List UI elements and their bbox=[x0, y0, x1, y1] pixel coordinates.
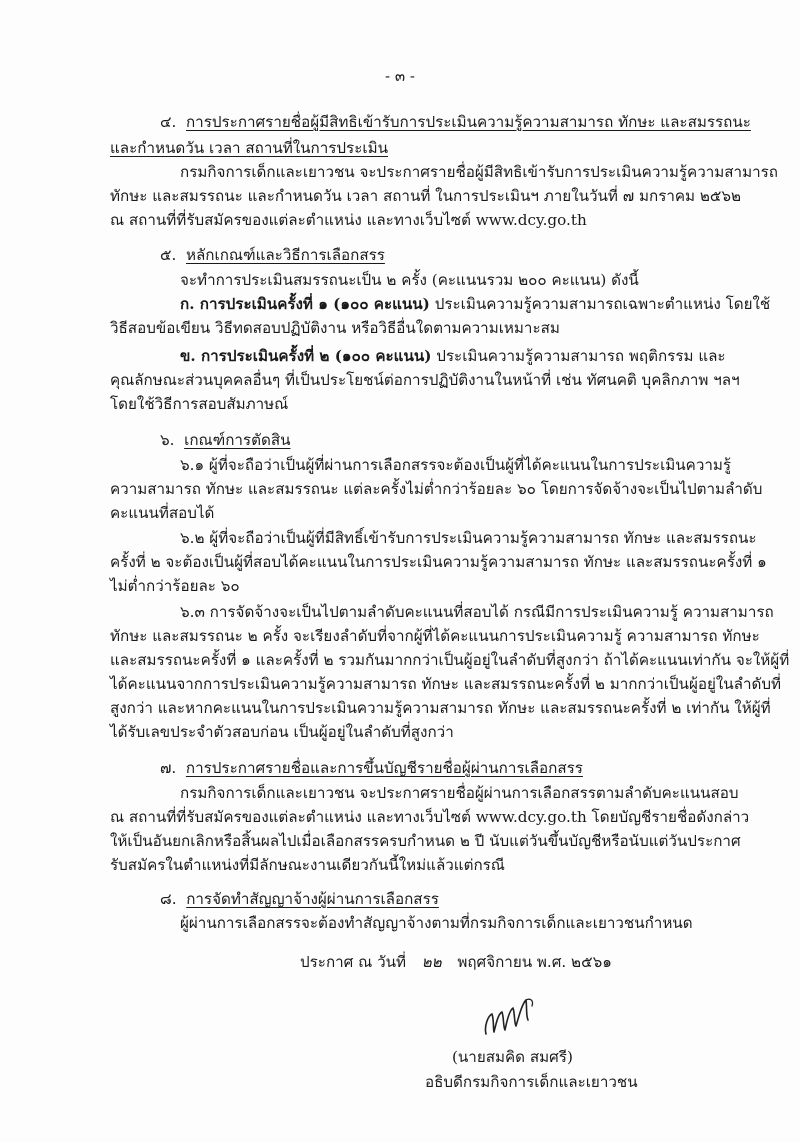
section-5-title: หลักเกณฑ์และวิธีการเลือกสรร bbox=[185, 246, 385, 264]
section-7-body-line-3: ให้เป็นอันยกเลิกหรือสิ้นผลไปเมื่อเลือกสรรครบกำหนด ๒ ปี นับแต่วันขึ้นบัญชีหรือนับแต่วันประกาศ bbox=[110, 832, 741, 850]
section-6-1-line-2: ความสามารถ ทักษะ และสมรรถนะ แต่ละครั้งไม่ต่ำกว่าร้อยละ ๖๐ โดยการจัดจ้างจะเป็นไปตามลำดับ bbox=[110, 480, 763, 498]
section-5-heading bbox=[160, 245, 385, 265]
section-8-body-line-1: ผู้ผ่านการเลือกสรรจะต้องทำสัญญาจ้างตามที่กรมกิจการเด็กและเยาวชนกำหนด bbox=[180, 914, 693, 932]
announcement-month-year: พฤศจิกายน พ.ศ. ๒๕๖๑ bbox=[457, 953, 612, 971]
section-4-body-line-3: ณ สถานที่ที่รับสมัครของแต่ละตำแหน่ง และทางเว็บไซต์ www.dcy.go.th bbox=[110, 211, 587, 229]
announcement-prefix: ประกาศ ณ วันที่ bbox=[300, 953, 406, 971]
section-6-3-line-1: ๖.๓ การจัดจ้างจะเป็นไปตามลำดับคะแนนที่สอบได้ กรณีมีการประเมินความรู้ ความสามารถ bbox=[180, 603, 774, 621]
signer-position: อธิบดีกรมกิจการเด็กและเยาวชน bbox=[425, 1073, 638, 1091]
section-4-title-line-1: การประกาศรายชื่อผู้มีสิทธิเข้ารับการประเมินความรู้ความสามารถ ทักษะ และสมรรถนะ bbox=[185, 113, 751, 131]
section-6-3-line-4: ได้คะแนนจากการประเมินความรู้ความสามารถ ทักษะ และสมรรถนะครั้งที่ ๒ มากกว่าเป็นผู้อยู่ในลำดับที่ bbox=[110, 675, 782, 693]
section-7-heading bbox=[160, 758, 583, 778]
signer-name: (นายสมคิด สมศรี) bbox=[452, 1048, 573, 1066]
announcement-date bbox=[300, 952, 612, 972]
section-6-3-line-3: และสมรรถนะครั้งที่ ๑ และครั้งที่ ๒ รวมกันมากกว่าเป็นผู้อยู่ในลำดับที่สูงกว่า ถ้าได้คะแนนเท่ากัน จะให้ผู้ที่ bbox=[110, 651, 790, 669]
section-6-title: เกณฑ์การตัดสิน bbox=[184, 431, 291, 449]
section-7-body-line-1: กรมกิจการเด็กและเยาวชน จะประกาศรายชื่อผู้ผ่านการเลือกสรรตามลำดับคะแนนสอบ bbox=[180, 784, 739, 802]
section-5-item-a-label: ก. การประเมินครั้งที่ ๑ (๑๐๐ คะแนน) bbox=[180, 295, 430, 313]
section-4-body-line-2: ทักษะ และสมรรถนะ และกำหนดวัน เวลา สถานที่ ในการประเมินฯ ภายในวันที่ ๗ มกราคม ๒๕๖๒ bbox=[110, 187, 742, 205]
section-5-item-b-text: ประเมินความรู้ความสามารถ พฤติกรรม และ bbox=[431, 347, 726, 365]
section-4-title-line-2: และกำหนดวัน เวลา สถานที่ในการประเมิน bbox=[110, 139, 388, 157]
section-6-number: ๖. bbox=[160, 431, 175, 449]
section-5-item-b-label: ข. การประเมินครั้งที่ ๒ (๑๐๐ คะแนน) bbox=[180, 347, 432, 365]
section-6-3-line-6: ได้รับเลขประจำตัวสอบก่อน เป็นผู้อยู่ในลำดับที่สูงกว่า bbox=[110, 723, 454, 741]
section-8-number: ๘. bbox=[160, 890, 177, 908]
section-5-number: ๕. bbox=[160, 246, 177, 264]
section-4-body-line-1: กรมกิจการเด็กและเยาวชน จะประกาศรายชื่อผู้มีสิทธิเข้ารับการประเมินความรู้ความสามารถ bbox=[180, 163, 778, 181]
section-5-item-a bbox=[180, 294, 770, 314]
section-8-heading bbox=[160, 889, 439, 909]
section-6-2-line-1: ๖.๒ ผู้ที่จะถือว่าเป็นผู้ที่มีสิทธิ์เข้ารับการประเมินความรู้ความสามารถ ทักษะ และสมรรถนะ bbox=[180, 529, 757, 547]
section-7-title: การประกาศรายชื่อและการขึ้นบัญชีรายชื่อผู้ผ่านการเลือกสรร bbox=[185, 759, 583, 777]
section-5-item-b-line-2: คุณลักษณะส่วนบุคคลอื่นๆ ที่เป็นประโยชน์ต่อการปฏิบัติงานในหน้าที่ เช่น ทัศนคติ บุคลิกภาพ ฯลฯ bbox=[110, 371, 740, 389]
section-8-title: การจัดทำสัญญาจ้างผู้ผ่านการเลือกสรร bbox=[186, 890, 439, 908]
section-5-item-b bbox=[180, 346, 726, 366]
section-7-number: ๗. bbox=[160, 759, 177, 777]
section-6-3-line-5: สูงกว่า และหากคะแนนในการประเมินความรู้ความสามารถ ทักษะ และสมรรถนะครั้งที่ ๒ เท่ากัน ให้ผู้ที่ bbox=[110, 699, 771, 717]
section-6-1-line-1: ๖.๑ ผู้ที่จะถือว่าเป็นผู้ที่ผ่านการเลือกสรรจะต้องเป็นผู้ที่ได้คะแนนในการประเมินความรู้ bbox=[180, 456, 732, 474]
section-6-2-line-3: ไม่ต่ำกว่าร้อยละ ๖๐ bbox=[110, 577, 240, 595]
section-6-1-line-3: คะแนนที่สอบได้ bbox=[110, 504, 215, 522]
section-5-intro: จะทำการประเมินสมรรถนะเป็น ๒ ครั้ง (คะแนนรวม ๒๐๐ คะแนน) ดังนี้ bbox=[180, 271, 639, 289]
section-5-item-a-text: ประเมินความรู้ความสามารถเฉพาะตำแหน่ง โดยใช้ bbox=[429, 295, 771, 313]
section-6-heading bbox=[160, 430, 290, 450]
page-number: - ๓ - bbox=[385, 67, 415, 85]
section-5-item-b-line-3: โดยใช้วิธีการสอบสัมภาษณ์ bbox=[110, 395, 289, 413]
section-6-2-line-2: ครั้งที่ ๒ จะต้องเป็นผู้ที่สอบได้คะแนนในการประเมินความรู้ความสามารถ ทักษะ และสมรรถนะครั้งที่ ๑ bbox=[110, 553, 767, 571]
section-7-body-line-2: ณ สถานที่ที่รับสมัครของแต่ละตำแหน่ง และทางเว็บไซต์ www.dcy.go.th โดยบัญชีรายชื่อดังกล่าว bbox=[110, 808, 750, 826]
section-4-heading bbox=[160, 112, 751, 132]
section-7-body-line-4: รับสมัครในตำแหน่งที่มีลักษณะงานเดียวกันนี้ใหม่แล้วแต่กรณี bbox=[110, 856, 505, 874]
signature-image bbox=[480, 990, 550, 1040]
announcement-day: ๒๒ bbox=[421, 953, 442, 971]
section-5-item-a-line-2: วิธีสอบข้อเขียน วิธีทดสอบปฏิบัติงาน หรือวิธีอื่นใดตามความเหมาะสม bbox=[110, 319, 560, 337]
section-4-number: ๔. bbox=[160, 113, 177, 131]
section-6-3-line-2: ทักษะ และสมรรถนะ ๒ ครั้ง จะเรียงลำดับที่จากผู้ที่ได้คะแนนการประเมินความรู้ ความสามารถ ทักษะ bbox=[110, 627, 760, 645]
